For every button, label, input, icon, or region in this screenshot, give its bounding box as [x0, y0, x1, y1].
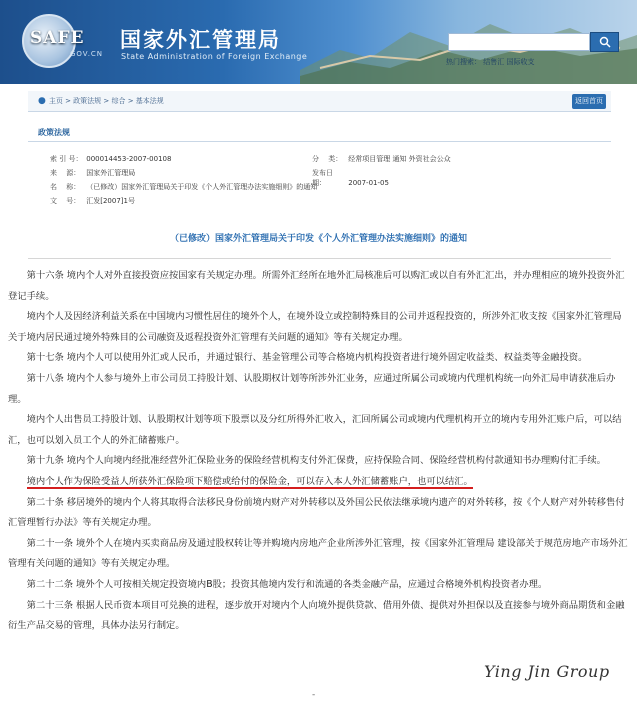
- section-divider: [28, 141, 611, 142]
- article-paragraph: 境内个人及因经济利益关系在中国境内习惯性居住的境外个人，在境外设立或控制特殊目的公司并返程投资的，所涉外汇收支按《国家外汇管理局关于境内居民通过境外特殊目的公司融资及返程投资外汇管理有关问题的通知》等有关规定办理。: [8, 311, 622, 343]
- site-subtitle: State Administration of Foreign Exchange: [121, 52, 308, 61]
- meta-category-label: 分 类：: [312, 155, 343, 163]
- meta-name: [50, 182, 317, 192]
- meta-category-value: 经常项目管理 通知 外资社会公众: [348, 155, 451, 163]
- document-title: （已修改）国家外汇管理局关于印发《个人外汇管理办法实施细则》的通知: [169, 234, 467, 244]
- location-pin-icon: ●: [38, 96, 46, 106]
- article-body: [8, 266, 628, 637]
- meta-index: [50, 154, 171, 164]
- meta-docno-value: 汇发[2007]1号: [86, 197, 135, 205]
- safe-logo-text: SAFE: [30, 28, 85, 48]
- breadcrumb: [38, 96, 164, 106]
- hot-search-words[interactable]: 热门搜索： 结售汇 国际收支: [446, 58, 535, 66]
- article-paragraph: 第十八条 境内个人参与境外上市公司员工持股计划、认股期权计划等所涉外汇业务，应通过所属公司或境内代理机构统一向外汇局申请获准后办理。: [8, 372, 616, 405]
- meta-date-value: 2007-01-05: [348, 179, 389, 187]
- meta-name-label: 名 称：: [50, 183, 81, 191]
- meta-source-value: 国家外汇管理局: [86, 169, 136, 177]
- watermark-signature: Ying Jin Group: [484, 662, 610, 681]
- highlighted-sentence: 境内个人作为保险受益人所获外汇保险项下赔偿或给付的保险金，可以存入本人外汇储蓄账户，也可以结汇。: [26, 475, 473, 487]
- search-button[interactable]: [590, 32, 619, 52]
- meta-date-label: 发布日期：: [312, 169, 333, 187]
- meta-date: [312, 168, 389, 188]
- search-input[interactable]: [448, 33, 590, 51]
- section-title: 政策法规: [38, 128, 70, 137]
- site-title: 国家外汇管理局: [120, 28, 281, 52]
- article-paragraph: 境内个人出售员工持股计划、认股期权计划等项下股票以及分红所得外汇收入，汇回所属公司或境内代理机构开立的境内专用外汇账户后，可以结汇，也可以划入员工个人的外汇储蓄账户。: [8, 414, 622, 446]
- meta-source: [50, 168, 135, 178]
- breadcrumb-text[interactable]: 主页 > 政策法规 > 综合 > 基本法规: [48, 97, 164, 105]
- article-paragraph: 第十九条 境内个人向境内经批准经营外汇保险业务的保险经营机构支付外汇保费，应持保险合同、保险经营机构付款通知书办理购付汇手续。: [26, 455, 606, 467]
- meta-name-value: （已修改）国家外汇管理局关于印发《个人外汇管理办法实施细则》的通知: [86, 183, 318, 191]
- meta-index-label: 索 引 号：: [50, 155, 83, 163]
- article-paragraph: 第二十条 移居境外的境内个人将其取得合法移民身份前境内财产对外转移以及外国公民依法继承境内遗产的对外转移，按《个人财产对外转移售付汇管理暂行办法》等有关规定办理。: [8, 496, 625, 529]
- article-paragraph: 第二十二条 境外个人可按相关规定投资境内B股；投资其他境内发行和流通的各类金融产品，应通过合格境外机构投资者办理。: [26, 578, 548, 590]
- return-home-button[interactable]: 返回首页: [572, 94, 606, 109]
- search-icon: [599, 36, 611, 48]
- gov-cn-text: GOV.CN: [70, 50, 104, 58]
- article-paragraph: 第二十三条 根据人民币资本项目可兑换的进程，逐步放开对境内个人向境外提供贷款、借用外债、提供对外担保以及直接参与境外商品期货和金融衍生产品交易的管理，具体办法另行制定。: [8, 599, 625, 632]
- article-paragraph: 第二十一条 境外个人在境内买卖商品房及通过股权转让等并购境内房地产企业所涉外汇管理，按《国家外汇管理局 建设部关于规范房地产市场外汇管理有关问题的通知》等有关规定办理。: [8, 537, 628, 570]
- article-paragraph: 第十七条 境内个人可以使用外汇或人民币，并通过银行、基金管理公司等合格境内机构投资者进行境外固定收益类、权益类等金融投资。: [26, 352, 588, 364]
- content-divider: [28, 258, 611, 259]
- meta-category: [312, 154, 451, 164]
- article-paragraph: 第十六条 境内个人对外直接投资应按国家有关规定办理。所需外汇经所在地外汇局核准后可以购汇或以自有外汇汇出，并办理相应的境外投资外汇登记手续。: [8, 270, 625, 302]
- article-paragraph-highlighted: [8, 472, 628, 493]
- meta-source-label: 来 源：: [50, 169, 81, 177]
- meta-index-value: 000014453-2007-00108: [86, 155, 172, 163]
- meta-docno-label: 文 号：: [50, 197, 81, 205]
- footer-mark: -: [312, 690, 316, 700]
- meta-docno: [50, 196, 135, 206]
